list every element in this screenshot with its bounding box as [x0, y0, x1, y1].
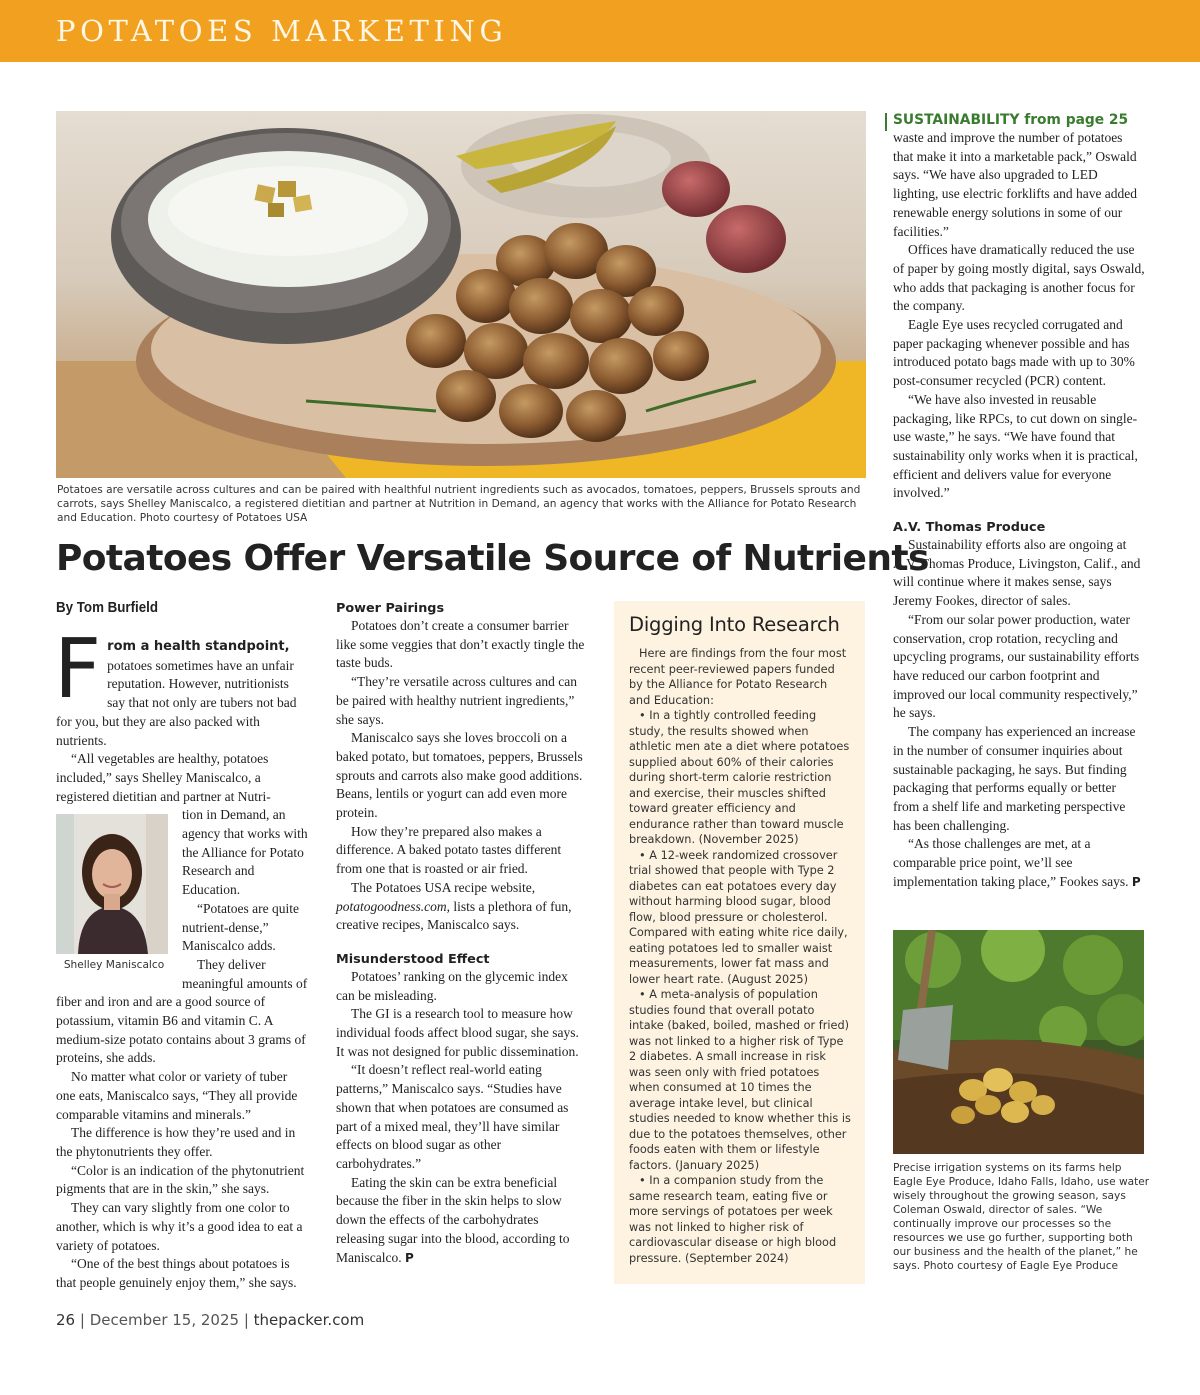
sidebar-body: [629, 646, 851, 1266]
page-number: 26: [56, 1311, 76, 1329]
article-paragraph: “From our solar power production, water conservation, crop rotation, recycling and upcycling programs, our sustainability efforts have reduced our carbon footprint and improved our local community respectively,” he says.: [893, 611, 1140, 721]
hero-caption: Potatoes are versatile across cultures and can be paired with healthful nutrient ingredients such as avocados, tomatoes, peppers, Brussels sprouts and carrots, says Shelley Maniscalco, a registered dietitian and partner at Nutrition in Demand, an agency that works with the Alliance for Potato Research and Education. Photo courtesy of Potatoes USA: [57, 484, 861, 524]
hero-photo: [56, 111, 866, 478]
sustainability-column: [893, 111, 1145, 891]
footer-separator: |: [243, 1311, 254, 1329]
lead-text: potatoes sometimes have an unfair reputation. However, nutritionists say that not only are tubers not bad for you, but they are also packed with nutrients.: [56, 657, 297, 748]
article-paragraph: How they’re prepared also makes a difference. A baked potato tastes different from one that is roasted or air fried.: [336, 823, 562, 877]
article-paragraph: Potatoes’ ranking on the glycemic index can be misleading.: [336, 968, 568, 1003]
sidebar-item: • In a companion study from the same research team, eating five or more servings of potatoes per week was not linked to higher risk of cardiovascular disease or high blood pressure. (September 2024): [629, 1174, 837, 1265]
research-sidebar: [614, 601, 865, 1284]
article-paragraph: [336, 1174, 588, 1268]
subhead-av-thomas: A.V. Thomas Produce: [893, 520, 1046, 536]
article-paragraph: “One of the best things about potatoes is that people genuinely enjoy them,” she says.: [56, 1256, 297, 1290]
portrait-figure: [56, 814, 172, 975]
section-title: POTATOES MARKETING: [56, 14, 508, 48]
potato-field-illustration: [893, 930, 1144, 1154]
text-fragment: The Potatoes USA recipe website,: [351, 879, 536, 895]
byline: By Tom Burfield: [56, 600, 159, 616]
sidebar-item: • A 12-week randomized crossover trial showed that people with Type 2 diabetes can eat potatoes every day without harming blood sugar, blood flow, blood pressure or cholesterol. Compared with eating white rice daily, eating potatoes led to smaller waist measurements, lower fat mass and lower heart rate. (August 2025): [629, 848, 848, 986]
article-paragraph: The difference is how they’re used and in the phytonutrients they offer.: [56, 1125, 296, 1159]
text-fragment: , lists a plethora of fun, creative recipes, Maniscalco says.: [336, 898, 572, 933]
field-photo-caption: Precise irrigation systems on its farms help Eagle Eye Produce, Idaho Falls, Idaho, use water wisely throughout the growing season, says Coleman Oswald, director of sales. “We continually improve our processes so the resources we use go further, supporting both our business and the health of the planet,” he says. Photo courtesy of Eagle Eye Produce: [893, 1162, 1150, 1272]
article-paragraph: “We have also invested in reusable packaging, like RPCs, to cut down on single-use waste,” he says. “We have found that sustainability only works when it is practical, efficient and delivers value for everyone involved.”: [893, 391, 1138, 501]
article-paragraph: “Potatoes are quite nutrient-dense,” Maniscalco adds.: [182, 900, 299, 954]
article-paragraph: They deliver meaningful amounts of fiber and iron and are a good source of potassium, vitamin B6 and vitamin C. A medium-size potato contains about 3 grams of proteins, she adds.: [56, 956, 308, 1066]
article-paragraph: “They’re versatile across cultures and can be paired with healthy nutrient ingredients,” she says.: [336, 674, 578, 727]
end-mark: P: [1131, 874, 1141, 889]
article-paragraph: Maniscalco says she loves broccoli on a baked potato, but tomatoes, peppers, Brussels sprouts and carrots also make good additions. Beans, lentils or yogurt can add even more protein.: [336, 730, 583, 821]
article-paragraph: Offices have dramatically reduced the use of paper by going mostly digital, says Oswald, who adds that packaging is another focus for the company.: [893, 242, 1145, 314]
drop-cap: F: [54, 622, 102, 717]
article-paragraph: Sustainability efforts also are ongoing at A.V. Thomas Produce, Livingston, Calif., and will continue where it makes sense, says Jeremy Fookes, director of sales.: [893, 537, 1141, 609]
portrait-illustration: [56, 814, 168, 954]
subhead-misunderstood-effect: Misunderstood Effect: [336, 951, 490, 967]
article-paragraph: [893, 835, 1145, 891]
recipe-website: potatogoodness.com: [336, 898, 447, 914]
article-paragraph: Eagle Eye uses recycled corrugated and paper packaging whenever possible and has introduced potato bags made with up to 30% post-consumer recycled (PCR) content.: [893, 317, 1135, 389]
portrait-photo: [56, 814, 168, 954]
end-mark: P: [404, 1250, 414, 1265]
lead-strong: rom a health standpoint,: [107, 639, 290, 654]
article-paragraph: “It doesn’t reflect real-world eating patterns,” Maniscalco says. “Studies have shown that when potatoes are consumed as part of a mixed meal, they’ll have similar effects on blood sugar as other carbohydrates.”: [336, 1062, 569, 1171]
article-paragraph: No matter what color or variety of tuber one eats, Maniscalco says, “They all provide comparable vitamins and minerals.”: [56, 1069, 298, 1122]
article-paragraph: “All vegetables are healthy, potatoes included,” says Shelley Maniscalco, a registered dietitian and partner at Nutri-: [56, 751, 271, 804]
text-fragment: Eating the skin can be extra beneficial because the fiber in the skin helps to slow down the effects of the carbohydrates releasing sugar into the blood, according to Maniscalco.: [336, 1174, 570, 1265]
sidebar-intro: Here are findings from the four most recent peer-reviewed papers funded by the Alliance for Potato Research and Education:: [629, 647, 847, 707]
article-paragraph: waste and improve the number of potatoes that make it into a marketable pack,” Oswald says. “We have also upgraded to LED lighting, use electric forklifts and have added renewable energy solutions in some of our facilities.”: [893, 130, 1138, 239]
footer-separator: |: [79, 1311, 90, 1329]
sidebar-item: • In a tightly controlled feeding study, the results showed when athletic men ate a diet where potatoes supplied about 60% of their calories during short-term calorie restriction and exercise, their muscles shifted toward greater efficiency and endurance rather than toward muscle breakdown. (November 2025): [629, 709, 850, 846]
article-column-1: [54, 622, 310, 1293]
portrait-caption: Shelley Maniscalco: [63, 959, 165, 972]
issue-date: December 15, 2025: [89, 1311, 240, 1329]
article-paragraph: “Color is an indication of the phytonutrient pigments that are in the skin,” she says.: [56, 1162, 305, 1197]
sidebar-title: Digging Into Research: [629, 613, 840, 636]
page-footer: [56, 1311, 364, 1329]
article-paragraph: tion in Demand, an agency that works with the Alliance for Potato Research and Education.: [182, 807, 308, 898]
lead-paragraph: [54, 622, 310, 750]
field-photo: [893, 930, 1144, 1154]
article-paragraph: Potatoes don’t create a consumer barrier like some veggies that don’t exactly tingle the taste buds.: [336, 618, 585, 671]
article-paragraph: The GI is a research tool to measure how individual foods affect blood sugar, she says. It was not designed for public dissemination.: [336, 1006, 579, 1059]
section-banner: [0, 0, 1200, 62]
sidebar-item: • A meta-analysis of population studies found that overall potato intake (baked, boiled, mashed or fried) was not linked to a higher risk of Type 2 diabetes. A small increase in risk was seen only with fried potatoes when consumed at 10 times the average intake level, but clinical studies needed to know whether this is due to the potatoes themselves, other foods eaten with them or lifestyle factors. (January 2025): [629, 988, 851, 1172]
text-fragment: “As those challenges are met, at a comparable price point, we’ll see implementation taking place,” Fookes says.: [893, 836, 1129, 889]
article-column-2: [336, 601, 588, 1267]
article-paragraph: The company has experienced an increase in the number of consumer inquiries about sustainable packaging, he says. But finding packaging that performs equally or better from a shelf life and marketing perspective has been challenging.: [893, 724, 1136, 833]
potato-dish-illustration: [56, 111, 866, 478]
continued-rule: [885, 113, 887, 131]
article-paragraph: [336, 879, 588, 935]
website-link[interactable]: thepacker.com: [253, 1311, 365, 1329]
subhead-power-pairings: Power Pairings: [336, 601, 445, 616]
continued-heading: SUSTAINABILITY from page 25: [893, 112, 1129, 128]
article-headline: Potatoes Offer Versatile Source of Nutrients: [56, 538, 929, 579]
article-paragraph: They can vary slightly from one color to another, which is why it’s a good idea to eat a variety of potatoes.: [56, 1200, 303, 1253]
